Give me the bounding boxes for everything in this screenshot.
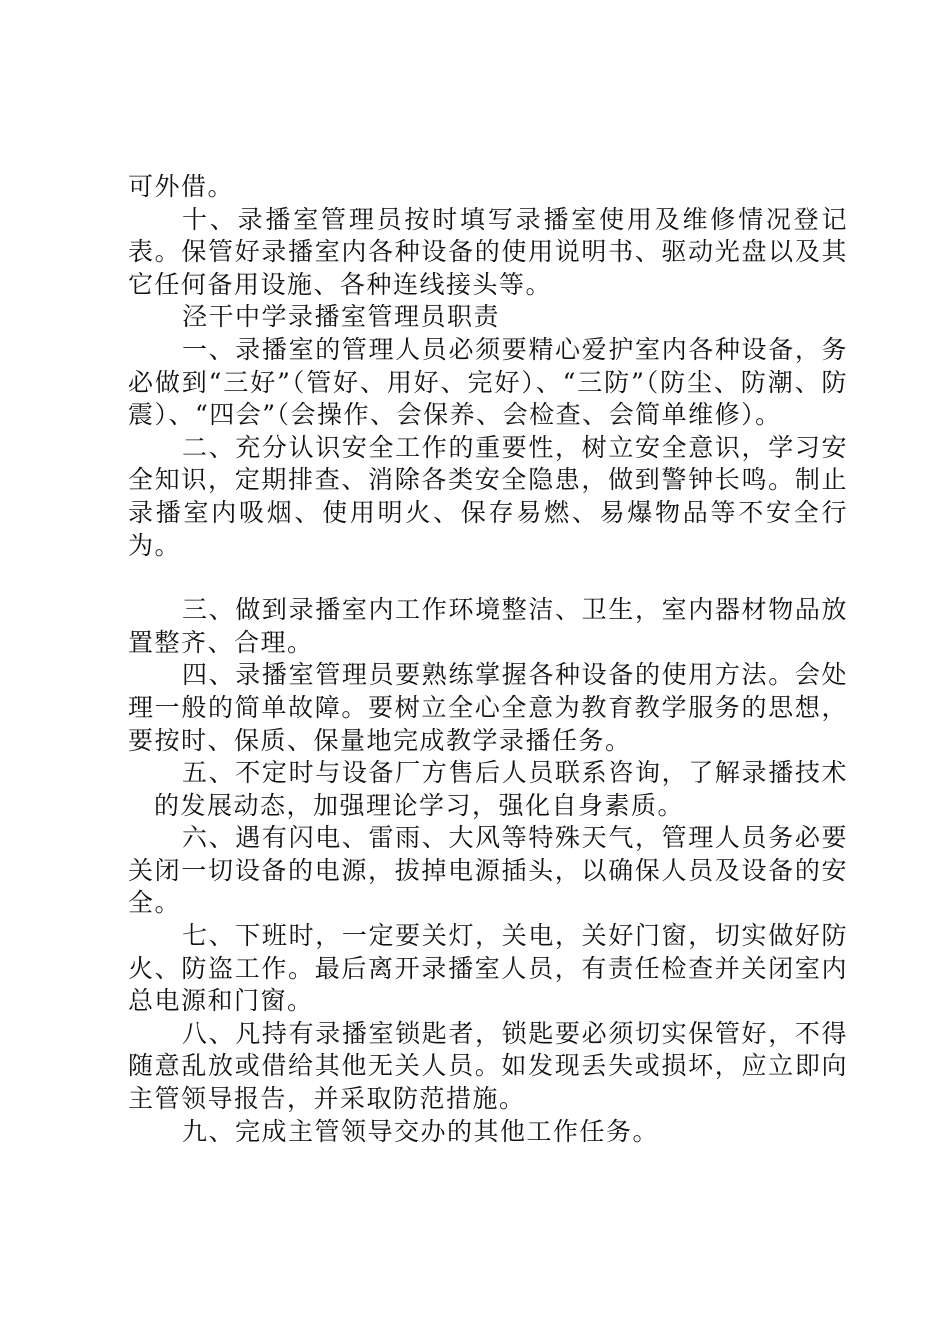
paragraph-item-9: 九、完成主管领导交办的其他工作任务。 <box>182 1116 660 1146</box>
paragraph-item-5: 五、不定时与设备厂方售后人员联系咨询，了解录播技术的发展动态，加强理论学习，强化自身素质。 <box>154 758 848 820</box>
paragraph-item-3: 三、做到录播室内工作环境整洁、卫生，室内器材物品放置整齐、合理。 <box>128 595 848 657</box>
document-body <box>128 171 848 1148</box>
paragraph-item-4: 四、录播室管理员要熟练掌握各种设备的使用方法。会处理一般的简单故障。要树立全心全意为教育教学服务的思想，要按时、保质、保量地完成教学录播任务。 <box>128 660 848 755</box>
paragraph-continuation: 可外借。 <box>128 172 235 201</box>
paragraph-item-7: 七、下班时，一定要关灯，关电，关好门窗，切实做好防火、防盗工作。最后离开录播室人员，有责任检查并关闭室内总电源和门窗。 <box>128 921 848 1016</box>
paragraph-item-1: 一、录播室的管理人员必须要精心爱护室内各种设备，务必做到“三好”（管好、用好、完好）、“三防”（防尘、防潮、防震）、“四会”（会操作、会保养、会检查、会简单维修）。 <box>128 334 848 430</box>
paragraph-item-8: 八、凡持有录播室锁匙者，锁匙要必须切实保管好，不得随意乱放或借给其他无关人员。如发现丢失或损坏，应立即向主管领导报告，并采取防范措施。 <box>128 1018 848 1114</box>
section-title: 泾干中学录播室管理员职责 <box>182 302 501 332</box>
paragraph-item-6: 六、遇有闪电、雷雨、大风等特殊天气，管理人员务必要关闭一切设备的电源，拔掉电源插头，以确保人员及设备的安全。 <box>128 823 848 918</box>
paragraph-item-10: 十、录播室管理员按时填写录播室使用及维修情况登记表。保管好录播室内各种设备的使用说明书、驱动光盘以及其它任何备用设施、各种连线接头等。 <box>128 204 848 299</box>
paragraph-item-2: 二、充分认识安全工作的重要性，树立安全意识，学习安全知识，定期排查、消除各类安全隐患，做到警钟长鸣。制止录播室内吸烟、使用明火、保存易燃、易爆物品等不安全行为。 <box>128 432 848 560</box>
